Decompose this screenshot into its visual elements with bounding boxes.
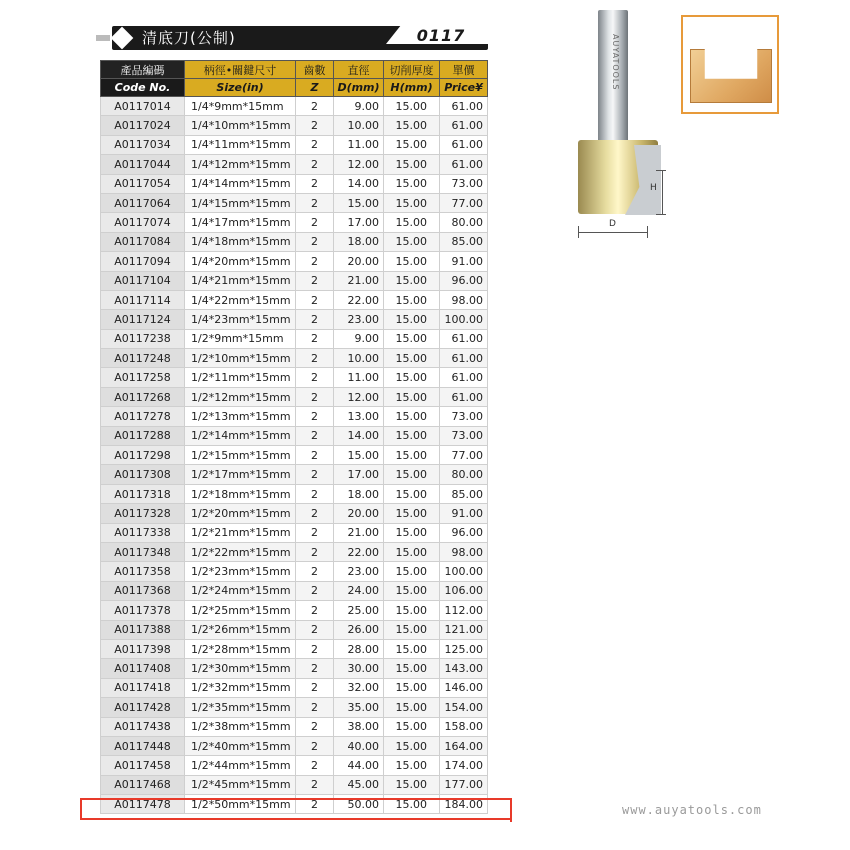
watermark-url: www.auyatools.com — [622, 803, 762, 817]
table-row — [101, 465, 488, 484]
z-cell: 2 — [296, 795, 334, 814]
code-cell: A0117084 — [101, 232, 185, 251]
table-row — [101, 581, 488, 600]
d-cell: 28.00 — [334, 639, 384, 658]
price-cell: 61.00 — [440, 116, 488, 135]
table-body — [101, 97, 488, 814]
h-cell: 15.00 — [384, 446, 440, 465]
size-cell: 1/4*18mm*15mm — [185, 232, 296, 251]
h-cell: 15.00 — [384, 174, 440, 193]
size-cell: 1/2*23mm*15mm — [185, 562, 296, 581]
code-cell: A0117468 — [101, 775, 185, 794]
header-row-en — [101, 79, 488, 97]
h-cell: 15.00 — [384, 213, 440, 232]
d-cell: 15.00 — [334, 193, 384, 212]
z-cell: 2 — [296, 368, 334, 387]
d-cell: 15.00 — [334, 446, 384, 465]
h-cell: 15.00 — [384, 795, 440, 814]
price-cell: 73.00 — [440, 174, 488, 193]
h-dimension-line — [662, 170, 663, 214]
price-cell: 73.00 — [440, 426, 488, 445]
h-cell: 15.00 — [384, 387, 440, 406]
price-cell: 61.00 — [440, 135, 488, 154]
d-cell: 12.00 — [334, 387, 384, 406]
code-cell: A0117258 — [101, 368, 185, 387]
z-cell: 2 — [296, 756, 334, 775]
size-cell: 1/2*9mm*15mm — [185, 329, 296, 348]
code-cell: A0117368 — [101, 581, 185, 600]
groove-illustration — [681, 15, 779, 114]
d-cell: 50.00 — [334, 795, 384, 814]
table-row — [101, 252, 488, 271]
d-cell: 23.00 — [334, 310, 384, 329]
h-cell: 15.00 — [384, 349, 440, 368]
table-row — [101, 116, 488, 135]
z-cell: 2 — [296, 290, 334, 309]
code-cell: A0117458 — [101, 756, 185, 775]
z-cell: 2 — [296, 426, 334, 445]
table-row — [101, 349, 488, 368]
z-cell: 2 — [296, 504, 334, 523]
z-cell: 2 — [296, 698, 334, 717]
d-cell: 18.00 — [334, 232, 384, 251]
price-cell: 77.00 — [440, 446, 488, 465]
h-cell: 15.00 — [384, 232, 440, 251]
h-cell: 15.00 — [384, 736, 440, 755]
h-cell: 15.00 — [384, 639, 440, 658]
size-cell: 1/2*15mm*15mm — [185, 446, 296, 465]
size-cell: 1/2*32mm*15mm — [185, 678, 296, 697]
table-row — [101, 523, 488, 542]
z-cell: 2 — [296, 116, 334, 135]
d-cell: 25.00 — [334, 601, 384, 620]
size-cell: 1/2*13mm*15mm — [185, 407, 296, 426]
price-cell: 121.00 — [440, 620, 488, 639]
price-cell: 85.00 — [440, 484, 488, 503]
table-row — [101, 775, 488, 794]
code-cell: A0117064 — [101, 193, 185, 212]
code-cell: A0117248 — [101, 349, 185, 368]
size-cell: 1/2*45mm*15mm — [185, 775, 296, 794]
col-header-size-en: Size(in) — [185, 79, 296, 97]
size-cell: 1/4*12mm*15mm — [185, 155, 296, 174]
table-row — [101, 329, 488, 348]
d-cell: 22.00 — [334, 290, 384, 309]
z-cell: 2 — [296, 193, 334, 212]
table-row — [101, 736, 488, 755]
code-cell: A0117438 — [101, 717, 185, 736]
d-cell: 14.00 — [334, 426, 384, 445]
col-header-size-cn: 柄徑•關鍵尺寸 — [185, 61, 296, 79]
z-cell: 2 — [296, 775, 334, 794]
price-cell: 98.00 — [440, 290, 488, 309]
price-cell: 91.00 — [440, 252, 488, 271]
d-cell: 32.00 — [334, 678, 384, 697]
spec-table — [100, 60, 488, 814]
price-cell: 61.00 — [440, 368, 488, 387]
price-cell: 100.00 — [440, 562, 488, 581]
col-header-d-en: D(mm) — [334, 79, 384, 97]
price-cell: 61.00 — [440, 387, 488, 406]
size-cell: 1/2*22mm*15mm — [185, 542, 296, 561]
table-row — [101, 407, 488, 426]
h-cell: 15.00 — [384, 290, 440, 309]
d-dimension-line — [578, 232, 648, 233]
code-cell: A0117288 — [101, 426, 185, 445]
z-cell: 2 — [296, 97, 334, 116]
z-cell: 2 — [296, 601, 334, 620]
z-cell: 2 — [296, 155, 334, 174]
page-title: 清底刀(公制) — [142, 29, 236, 47]
z-cell: 2 — [296, 581, 334, 600]
col-header-z-en: Z — [296, 79, 334, 97]
d-cell: 20.00 — [334, 504, 384, 523]
price-cell: 80.00 — [440, 465, 488, 484]
code-cell: A0117238 — [101, 329, 185, 348]
size-cell: 1/2*10mm*15mm — [185, 349, 296, 368]
size-cell: 1/2*35mm*15mm — [185, 698, 296, 717]
h-cell: 15.00 — [384, 465, 440, 484]
h-cell: 15.00 — [384, 310, 440, 329]
d-cell: 20.00 — [334, 252, 384, 271]
h-cell: 15.00 — [384, 329, 440, 348]
h-cell: 15.00 — [384, 523, 440, 542]
d-dimension-tick-right — [647, 226, 648, 238]
d-cell: 17.00 — [334, 213, 384, 232]
table-row — [101, 620, 488, 639]
h-cell: 15.00 — [384, 601, 440, 620]
d-cell: 21.00 — [334, 271, 384, 290]
h-cell: 15.00 — [384, 484, 440, 503]
h-cell: 15.00 — [384, 426, 440, 445]
h-cell: 15.00 — [384, 116, 440, 135]
d-cell: 11.00 — [334, 135, 384, 154]
price-cell: 125.00 — [440, 639, 488, 658]
d-cell: 10.00 — [334, 116, 384, 135]
z-cell: 2 — [296, 542, 334, 561]
size-cell: 1/2*21mm*15mm — [185, 523, 296, 542]
table-row — [101, 310, 488, 329]
code-cell: A0117348 — [101, 542, 185, 561]
table-row — [101, 659, 488, 678]
d-cell: 45.00 — [334, 775, 384, 794]
size-cell: 1/2*17mm*15mm — [185, 465, 296, 484]
table-row — [101, 639, 488, 658]
table-row — [101, 756, 488, 775]
price-cell: 98.00 — [440, 542, 488, 561]
d-cell: 38.00 — [334, 717, 384, 736]
col-header-price-en: Price¥ — [440, 79, 488, 97]
d-cell: 35.00 — [334, 698, 384, 717]
z-cell: 2 — [296, 174, 334, 193]
code-cell: A0117318 — [101, 484, 185, 503]
size-cell: 1/4*23mm*15mm — [185, 310, 296, 329]
table-row — [101, 155, 488, 174]
d-cell: 11.00 — [334, 368, 384, 387]
h-dimension-label: H — [650, 183, 657, 193]
size-cell: 1/2*28mm*15mm — [185, 639, 296, 658]
size-cell: 1/2*40mm*15mm — [185, 736, 296, 755]
price-cell: 85.00 — [440, 232, 488, 251]
price-cell: 96.00 — [440, 523, 488, 542]
z-cell: 2 — [296, 523, 334, 542]
h-cell: 15.00 — [384, 775, 440, 794]
d-cell: 9.00 — [334, 329, 384, 348]
d-cell: 44.00 — [334, 756, 384, 775]
d-dimension-label: D — [609, 219, 616, 229]
d-cell: 23.00 — [334, 562, 384, 581]
z-cell: 2 — [296, 135, 334, 154]
z-cell: 2 — [296, 387, 334, 406]
table-row — [101, 601, 488, 620]
code-cell: A0117034 — [101, 135, 185, 154]
d-dimension-tick-left — [578, 226, 579, 238]
code-cell: A0117478 — [101, 795, 185, 814]
header-row-cn — [101, 61, 488, 79]
h-cell: 15.00 — [384, 717, 440, 736]
z-cell: 2 — [296, 659, 334, 678]
h-cell: 15.00 — [384, 252, 440, 271]
code-cell: A0117418 — [101, 678, 185, 697]
d-cell: 21.00 — [334, 523, 384, 542]
z-cell: 2 — [296, 678, 334, 697]
price-cell: 154.00 — [440, 698, 488, 717]
h-cell: 15.00 — [384, 271, 440, 290]
code-cell: A0117388 — [101, 620, 185, 639]
price-cell: 61.00 — [440, 97, 488, 116]
col-header-z-cn: 齒數 — [296, 61, 334, 79]
code-cell: A0117448 — [101, 736, 185, 755]
row-highlight-box — [80, 798, 512, 820]
size-cell: 1/4*10mm*15mm — [185, 116, 296, 135]
code-cell: A0117114 — [101, 290, 185, 309]
z-cell: 2 — [296, 213, 334, 232]
price-cell: 146.00 — [440, 678, 488, 697]
size-cell: 1/2*11mm*15mm — [185, 368, 296, 387]
h-cell: 15.00 — [384, 678, 440, 697]
code-cell: A0117014 — [101, 97, 185, 116]
d-cell: 13.00 — [334, 407, 384, 426]
z-cell: 2 — [296, 717, 334, 736]
size-cell: 1/2*44mm*15mm — [185, 756, 296, 775]
z-cell: 2 — [296, 446, 334, 465]
h-cell: 15.00 — [384, 581, 440, 600]
h-dimension-tick-top — [656, 170, 666, 171]
price-cell: 184.00 — [440, 795, 488, 814]
table-row — [101, 698, 488, 717]
price-cell: 77.00 — [440, 193, 488, 212]
shank-label: AUYATOOLS — [611, 34, 620, 91]
table-row — [101, 678, 488, 697]
code-cell: A0117378 — [101, 601, 185, 620]
z-cell: 2 — [296, 232, 334, 251]
h-cell: 15.00 — [384, 562, 440, 581]
d-cell: 26.00 — [334, 620, 384, 639]
d-cell: 18.00 — [334, 484, 384, 503]
size-cell: 1/2*25mm*15mm — [185, 601, 296, 620]
table-row — [101, 562, 488, 581]
table-row — [101, 135, 488, 154]
code-cell: A0117094 — [101, 252, 185, 271]
size-cell: 1/2*26mm*15mm — [185, 620, 296, 639]
price-cell: 164.00 — [440, 736, 488, 755]
h-cell: 15.00 — [384, 155, 440, 174]
table-row — [101, 232, 488, 251]
code-cell: A0117044 — [101, 155, 185, 174]
code-cell: A0117358 — [101, 562, 185, 581]
code-cell: A0117074 — [101, 213, 185, 232]
size-cell: 1/2*12mm*15mm — [185, 387, 296, 406]
col-header-price-cn: 單價 — [440, 61, 488, 79]
size-cell: 1/4*9mm*15mm — [185, 97, 296, 116]
table-row — [101, 717, 488, 736]
code-cell: A0117298 — [101, 446, 185, 465]
price-cell: 106.00 — [440, 581, 488, 600]
header-banner — [96, 26, 488, 50]
price-cell: 91.00 — [440, 504, 488, 523]
size-cell: 1/2*50mm*15mm — [185, 795, 296, 814]
col-header-d-cn: 直徑 — [334, 61, 384, 79]
wood-groove-icon — [690, 49, 772, 103]
code-cell: A0117024 — [101, 116, 185, 135]
h-cell: 15.00 — [384, 542, 440, 561]
z-cell: 2 — [296, 639, 334, 658]
banner-stub — [96, 35, 110, 41]
code-cell: A0117268 — [101, 387, 185, 406]
h-cell: 15.00 — [384, 407, 440, 426]
code-cell: A0117124 — [101, 310, 185, 329]
size-cell: 1/4*20mm*15mm — [185, 252, 296, 271]
d-cell: 17.00 — [334, 465, 384, 484]
size-cell: 1/2*14mm*15mm — [185, 426, 296, 445]
h-dimension-tick-bottom — [656, 214, 666, 215]
code-cell: A0117328 — [101, 504, 185, 523]
table-row — [101, 213, 488, 232]
router-bit-illustration — [570, 0, 690, 245]
size-cell: 1/2*20mm*15mm — [185, 504, 296, 523]
d-cell: 9.00 — [334, 97, 384, 116]
size-cell: 1/2*30mm*15mm — [185, 659, 296, 678]
code-cell: A0117408 — [101, 659, 185, 678]
h-cell: 15.00 — [384, 698, 440, 717]
col-header-h-cn: 切削厚度 — [384, 61, 440, 79]
price-cell: 61.00 — [440, 329, 488, 348]
table-row — [101, 504, 488, 523]
z-cell: 2 — [296, 484, 334, 503]
price-cell: 80.00 — [440, 213, 488, 232]
z-cell: 2 — [296, 329, 334, 348]
table-row — [101, 97, 488, 116]
z-cell: 2 — [296, 562, 334, 581]
price-cell: 61.00 — [440, 349, 488, 368]
d-cell: 12.00 — [334, 155, 384, 174]
code-cell: A0117054 — [101, 174, 185, 193]
price-cell: 174.00 — [440, 756, 488, 775]
price-cell: 177.00 — [440, 775, 488, 794]
size-cell: 1/2*18mm*15mm — [185, 484, 296, 503]
size-cell: 1/4*21mm*15mm — [185, 271, 296, 290]
h-cell: 15.00 — [384, 756, 440, 775]
d-cell: 40.00 — [334, 736, 384, 755]
table-row — [101, 290, 488, 309]
h-cell: 15.00 — [384, 193, 440, 212]
row-highlight-edge — [510, 798, 512, 822]
col-header-code-en: Code No. — [101, 79, 185, 97]
table-row — [101, 542, 488, 561]
table-row — [101, 426, 488, 445]
d-cell: 10.00 — [334, 349, 384, 368]
price-cell: 73.00 — [440, 407, 488, 426]
size-cell: 1/4*15mm*15mm — [185, 193, 296, 212]
d-cell: 14.00 — [334, 174, 384, 193]
d-cell: 24.00 — [334, 581, 384, 600]
z-cell: 2 — [296, 310, 334, 329]
table-row — [101, 174, 488, 193]
z-cell: 2 — [296, 407, 334, 426]
size-cell: 1/4*11mm*15mm — [185, 135, 296, 154]
price-cell: 112.00 — [440, 601, 488, 620]
h-cell: 15.00 — [384, 135, 440, 154]
z-cell: 2 — [296, 349, 334, 368]
z-cell: 2 — [296, 252, 334, 271]
code-cell: A0117308 — [101, 465, 185, 484]
col-header-code-cn: 產品編碼 — [101, 61, 185, 79]
h-cell: 15.00 — [384, 620, 440, 639]
h-cell: 15.00 — [384, 504, 440, 523]
d-cell: 30.00 — [334, 659, 384, 678]
code-cell: A0117398 — [101, 639, 185, 658]
size-cell: 1/4*17mm*15mm — [185, 213, 296, 232]
price-cell: 143.00 — [440, 659, 488, 678]
table-row — [101, 368, 488, 387]
code-cell: A0117104 — [101, 271, 185, 290]
price-cell: 61.00 — [440, 155, 488, 174]
z-cell: 2 — [296, 736, 334, 755]
h-cell: 15.00 — [384, 659, 440, 678]
price-cell: 100.00 — [440, 310, 488, 329]
size-cell: 1/2*24mm*15mm — [185, 581, 296, 600]
table-row — [101, 387, 488, 406]
table-row — [101, 271, 488, 290]
code-cell: A0117278 — [101, 407, 185, 426]
series-code: 0117 — [416, 26, 466, 45]
size-cell: 1/4*14mm*15mm — [185, 174, 296, 193]
z-cell: 2 — [296, 271, 334, 290]
code-cell: A0117428 — [101, 698, 185, 717]
z-cell: 2 — [296, 465, 334, 484]
d-cell: 22.00 — [334, 542, 384, 561]
price-cell: 158.00 — [440, 717, 488, 736]
table-row — [101, 446, 488, 465]
table-row — [101, 484, 488, 503]
price-cell: 96.00 — [440, 271, 488, 290]
col-header-h-en: H(mm) — [384, 79, 440, 97]
table-row — [101, 193, 488, 212]
z-cell: 2 — [296, 620, 334, 639]
code-cell: A0117338 — [101, 523, 185, 542]
h-cell: 15.00 — [384, 368, 440, 387]
h-cell: 15.00 — [384, 97, 440, 116]
size-cell: 1/2*38mm*15mm — [185, 717, 296, 736]
size-cell: 1/4*22mm*15mm — [185, 290, 296, 309]
